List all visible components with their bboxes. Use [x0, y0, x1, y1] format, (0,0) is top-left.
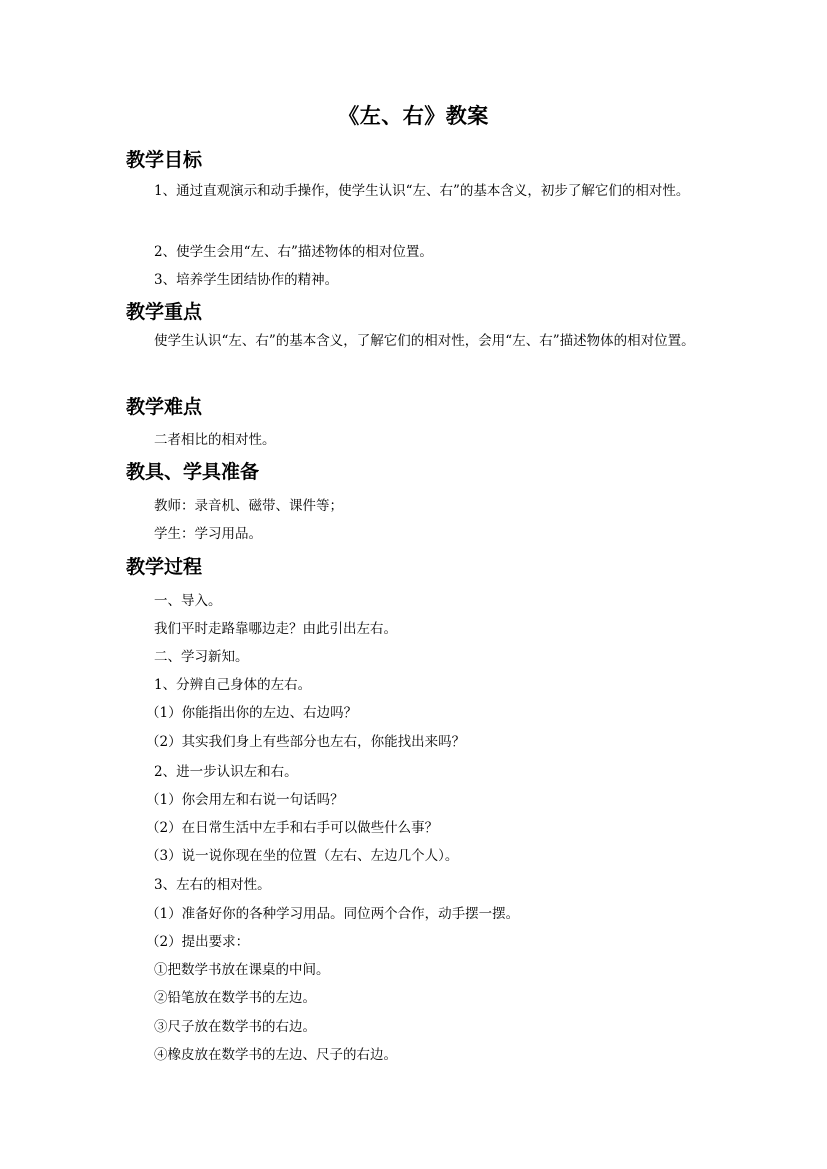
- key-points-text: 使学生认识“左、右”的基本含义，了解它们的相对性，会用“左、右”描述物体的相对位置。: [154, 333, 695, 349]
- process-line: （2）提出要求：: [146, 934, 250, 950]
- process-line: （2）在日常生活中左手和右手可以做些什么事？: [146, 820, 439, 836]
- process-line: ②铅笔放在数学书的左边。: [154, 990, 316, 1006]
- process-line: （3）说一说你现在坐的位置（左右、左边几个人）。: [146, 848, 459, 864]
- process-line: （2）其实我们身上有些部分也左右，你能找出来吗？: [146, 734, 466, 750]
- process-line: 1、分辨自己身体的左右。: [154, 677, 312, 693]
- process-heading: 教学过程: [126, 556, 203, 578]
- goals-item-3: 3、培养学生团结协作的精神。: [154, 272, 339, 288]
- process-line: （1）你会用左和右说一句话吗？: [146, 792, 344, 808]
- materials-heading: 教具、学具准备: [126, 461, 260, 483]
- process-line: 3、左右的相对性。: [154, 877, 271, 893]
- key-points-heading: 教学重点: [126, 301, 203, 323]
- process-line: ④橡皮放在数学书的左边、尺子的右边。: [154, 1047, 397, 1063]
- goals-item-2: 2、使学生会用“左、右”描述物体的相对位置。: [154, 244, 433, 260]
- materials-teacher: 教师：录音机、磁带、课件等；: [154, 498, 343, 514]
- goals-item-1: 1、通过直观演示和动手操作，使学生认识“左、右”的基本含义，初步了解它们的相对性。: [154, 183, 690, 199]
- process-line: 一、导入。: [154, 593, 222, 609]
- difficulties-heading: 教学难点: [126, 396, 203, 418]
- process-line: 我们平时走路靠哪边走？由此引出左右。: [154, 621, 397, 637]
- process-line: 2、进一步认识左和右。: [154, 764, 298, 780]
- process-line: 二、学习新知。: [154, 649, 249, 665]
- materials-student: 学生：学习用品。: [154, 526, 262, 542]
- process-line: （1）准备好你的各种学习用品。同位两个合作，动手摆一摆。: [146, 906, 520, 922]
- process-line: ①把数学书放在课桌的中间。: [154, 962, 330, 978]
- document-title: 《左、右》教案: [338, 103, 489, 128]
- difficulties-text: 二者相比的相对性。: [154, 432, 276, 448]
- process-line: （1）你能指出你的左边、右边吗？: [146, 705, 358, 721]
- process-line: ③尺子放在数学书的右边。: [154, 1019, 316, 1035]
- goals-heading: 教学目标: [126, 149, 203, 171]
